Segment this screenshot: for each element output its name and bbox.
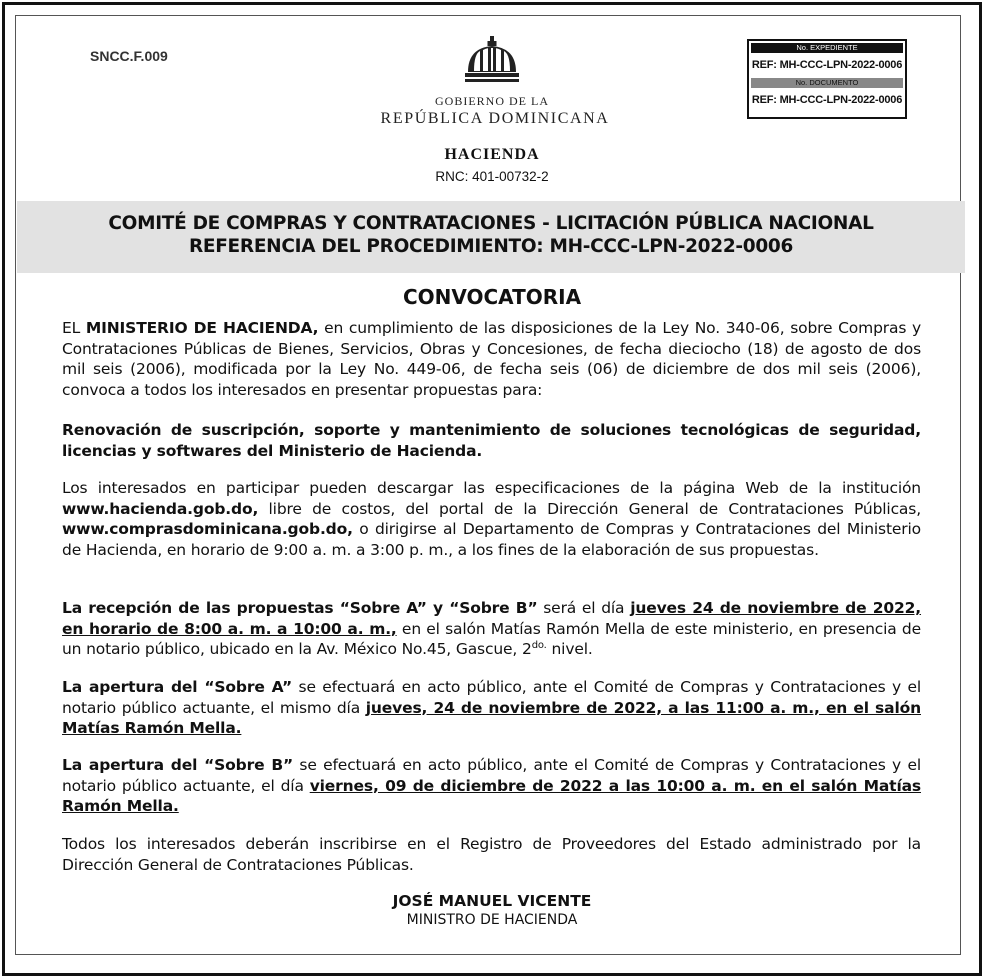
coat-of-arms-dome-icon bbox=[462, 36, 522, 88]
paragraph-reception: La recepción de las propuestas “Sobre A” y “Sobre B” será el día jueves 24 de noviembre de 2022, en horario de 8:00 a. m. a 10:00 a. m., en el salón Matías Ramón Mella de este ministerio, en presencia de un notario público, ubicado en la Av. México No.45, Gascue, $2^{do.}$ nivel. bbox=[62, 599, 922, 658]
expediente-value: REF: MH-CCC-LPN-2022-0006 bbox=[751, 59, 903, 71]
signatory-name: JOSÉ MANUEL VICENTE bbox=[392, 892, 592, 910]
page-title: CONVOCATORIA bbox=[402, 285, 582, 309]
opening-b-date: viernes, 09 de diciembre de 2022 a las 10:00 a. m. en el salón Matías Ramón Mella. bbox=[62, 776, 921, 815]
hacienda-text: HACIENDA bbox=[444, 146, 540, 163]
rnc-text: RNC: 401-00732-2 bbox=[435, 169, 549, 184]
compras-link[interactable]: www.comprasdominicana.gob.do, bbox=[62, 520, 353, 538]
paragraph-opening-a: La apertura del “Sobre A” se efectuará en acto público, ante el Comité de Compras y Contrataciones y el notario público actuante, el mismo día jueves, 24 de noviembre de 2022, a las 11:00 a. m., en el salón Matías Ramón Mella. bbox=[62, 678, 921, 737]
paragraph-specifications: Los interesados en participar pueden descargar las especificaciones de la página Web de la institución www.hacienda.gob.do, libre de costos, del portal de la Dirección General de Contrataciones Públicas, www.comprasdominicana.gob.do, o dirigirse al Departamento de Compras y Contrataciones del Ministerio de Hacienda, en horario de 9:00 a. m. a 3:00 p. m., a los fines de la elaboración de sus propuestas. bbox=[62, 479, 921, 559]
republica-text: REPÚBLICA DOMINICANA bbox=[380, 110, 610, 127]
banner-line-2: REFERENCIA DEL PROCEDIMIENTO: MH-CCC-LPN-2022-0006 bbox=[188, 236, 794, 257]
gobierno-text: GOBIERNO DE LA bbox=[435, 94, 549, 108]
banner-line-1: COMITÉ DE COMPRAS Y CONTRATACIONES - LICITACIÓN PÚBLICA NACIONAL bbox=[108, 213, 874, 234]
hacienda-link[interactable]: www.hacienda.gob.do, bbox=[62, 499, 259, 518]
expediente-label: No. EXPEDIENTE bbox=[751, 43, 903, 53]
form-code: SNCC.F.009 bbox=[90, 48, 168, 64]
ministry-name: MINISTERIO DE HACIENDA, bbox=[85, 319, 319, 337]
documento-value: REF: MH-CCC-LPN-2022-0006 bbox=[751, 94, 903, 106]
paragraph-registration: Todos los interesados deberán inscribirse en el Registro de Proveedores del Estado administrado por la Dirección General de Contrataciones Públicas. bbox=[62, 835, 921, 874]
paragraph-intro: EL MINISTERIO DE HACIENDA, en cumplimiento de las disposiciones de la Ley No. 340-06, sobre Compras y Contrataciones Públicas de Bienes, Servicios, Obras y Concesiones, de fecha dieciocho (18) de agosto de dos mil seis (2006), modificada por la Ley No. 449-06, de fecha seis (06) de diciembre de dos mil seis (2006), convoca a todos los interesados en presentar propuestas para: bbox=[62, 319, 921, 399]
signature-block bbox=[0, 892, 984, 928]
signatory-role: MINISTRO DE HACIENDA bbox=[406, 912, 578, 928]
paragraph-opening-b: La apertura del “Sobre B” se efectuará en acto público, ante el Comité de Compras y Contrataciones y el notario público actuante, el día viernes, 09 de diciembre de 2022 a las 10:00 a. m. en el salón Matías Ramón Mella. bbox=[62, 756, 921, 815]
reference-box bbox=[747, 39, 907, 119]
opening-a-date: jueves, 24 de noviembre de 2022, a las 11:00 a. m., en el salón Matías Ramón Mella. bbox=[62, 698, 921, 737]
procedure-banner bbox=[17, 201, 965, 273]
documento-label: No. DOCUMENTO bbox=[751, 78, 903, 88]
paragraph-object: Renovación de suscripción, soporte y mantenimiento de soluciones tecnológicas de seguridad, licencias y softwares del Ministerio de Hacienda. bbox=[62, 421, 921, 460]
reception-date: jueves 24 de noviembre de 2022, en horario de 8:00 a. m. a 10:00 a. m., bbox=[62, 599, 922, 638]
